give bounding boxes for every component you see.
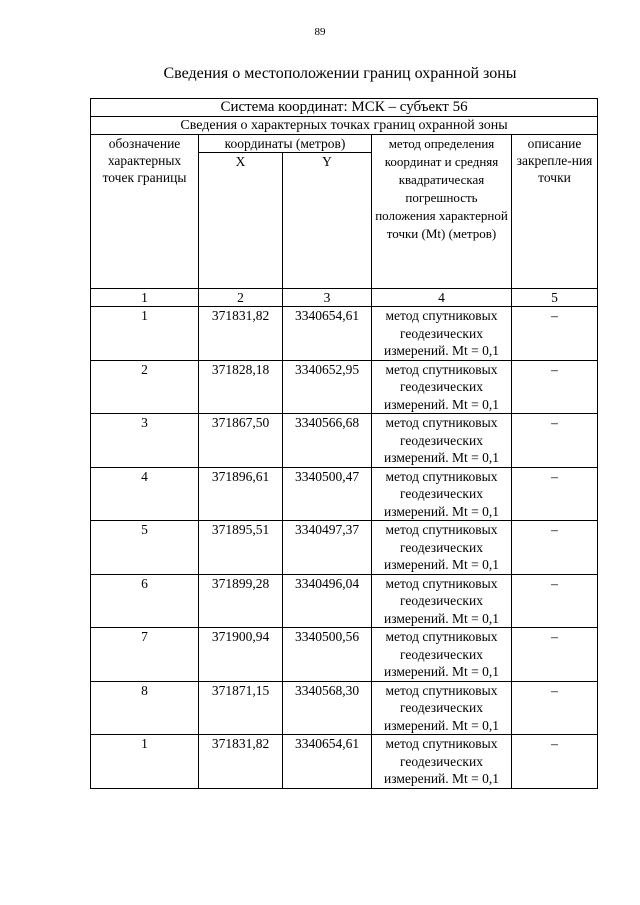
description-cell: –	[512, 735, 598, 789]
y-cell: 3340654,61	[283, 307, 372, 361]
point-cell: 4	[91, 467, 199, 521]
y-cell: 3340500,47	[283, 467, 372, 521]
description-cell: –	[512, 467, 598, 521]
method-cell: метод спутниковых геодезических измерений. Mt = 0,1	[372, 414, 512, 468]
header-y: Y	[283, 153, 372, 289]
method-cell: метод спутниковых геодезических измерений. Mt = 0,1	[372, 360, 512, 414]
description-cell: –	[512, 307, 598, 361]
table-row	[91, 735, 598, 789]
points-info-row	[91, 117, 598, 135]
table-row	[91, 467, 598, 521]
x-cell: 371831,82	[199, 735, 283, 789]
table-row	[91, 628, 598, 682]
method-cell: метод спутниковых геодезических измерений. Mt = 0,1	[372, 628, 512, 682]
point-cell: 6	[91, 574, 199, 628]
x-cell: 371900,94	[199, 628, 283, 682]
table-row	[91, 307, 598, 361]
description-cell: –	[512, 360, 598, 414]
table-row	[91, 574, 598, 628]
y-cell: 3340566,68	[283, 414, 372, 468]
x-cell: 371867,50	[199, 414, 283, 468]
points-info-cell: Сведения о характерных точках границ охранной зоны	[91, 117, 598, 135]
method-cell: метод спутниковых геодезических измерений. Mt = 0,1	[372, 467, 512, 521]
column-number: 3	[283, 289, 372, 307]
description-cell: –	[512, 681, 598, 735]
description-cell: –	[512, 628, 598, 682]
point-cell: 8	[91, 681, 199, 735]
column-number: 2	[199, 289, 283, 307]
coordinate-system-row	[91, 99, 598, 117]
x-cell: 371871,15	[199, 681, 283, 735]
x-cell: 371899,28	[199, 574, 283, 628]
x-cell: 371896,61	[199, 467, 283, 521]
y-cell: 3340652,95	[283, 360, 372, 414]
x-cell: 371828,18	[199, 360, 283, 414]
boundary-points-table	[90, 98, 598, 789]
y-cell: 3340568,30	[283, 681, 372, 735]
x-cell: 371831,82	[199, 307, 283, 361]
y-cell: 3340496,04	[283, 574, 372, 628]
header-x: X	[199, 153, 283, 289]
table-row	[91, 521, 598, 575]
page-number: 89	[314, 26, 326, 38]
method-cell: метод спутниковых геодезических измерений. Mt = 0,1	[372, 307, 512, 361]
y-cell: 3340654,61	[283, 735, 372, 789]
header-description: описание закрепле-ния точки	[512, 135, 598, 289]
description-cell: –	[512, 521, 598, 575]
column-number: 5	[512, 289, 598, 307]
point-cell: 5	[91, 521, 199, 575]
header-designation: обозначение характерных точек границы	[91, 135, 199, 289]
description-cell: –	[512, 574, 598, 628]
x-cell: 371895,51	[199, 521, 283, 575]
description-cell: –	[512, 414, 598, 468]
document-title: Сведения о местоположении границ охранной зоны	[163, 65, 517, 82]
method-cell: метод спутниковых геодезических измерений. Mt = 0,1	[372, 681, 512, 735]
point-cell: 1	[91, 307, 199, 361]
point-cell: 2	[91, 360, 199, 414]
table-row	[91, 681, 598, 735]
column-numbers-row	[91, 289, 598, 307]
header-method: метод определения координат и средняя квадратическая погрешность положения характерной точки (Mt) (метров)	[372, 135, 512, 289]
header-coordinates: координаты (метров)	[199, 135, 372, 153]
point-cell: 3	[91, 414, 199, 468]
column-number: 1	[91, 289, 199, 307]
table-row	[91, 360, 598, 414]
point-cell: 7	[91, 628, 199, 682]
column-number: 4	[372, 289, 512, 307]
y-cell: 3340500,56	[283, 628, 372, 682]
point-cell: 1	[91, 735, 199, 789]
method-cell: метод спутниковых геодезических измерений. Mt = 0,1	[372, 574, 512, 628]
table-row	[91, 414, 598, 468]
method-cell: метод спутниковых геодезических измерений. Mt = 0,1	[372, 735, 512, 789]
method-cell: метод спутниковых геодезических измерений. Mt = 0,1	[372, 521, 512, 575]
header-row	[91, 135, 598, 153]
y-cell: 3340497,37	[283, 521, 372, 575]
coordinate-system-cell: Система координат: МСК – субъект 56	[91, 99, 598, 117]
